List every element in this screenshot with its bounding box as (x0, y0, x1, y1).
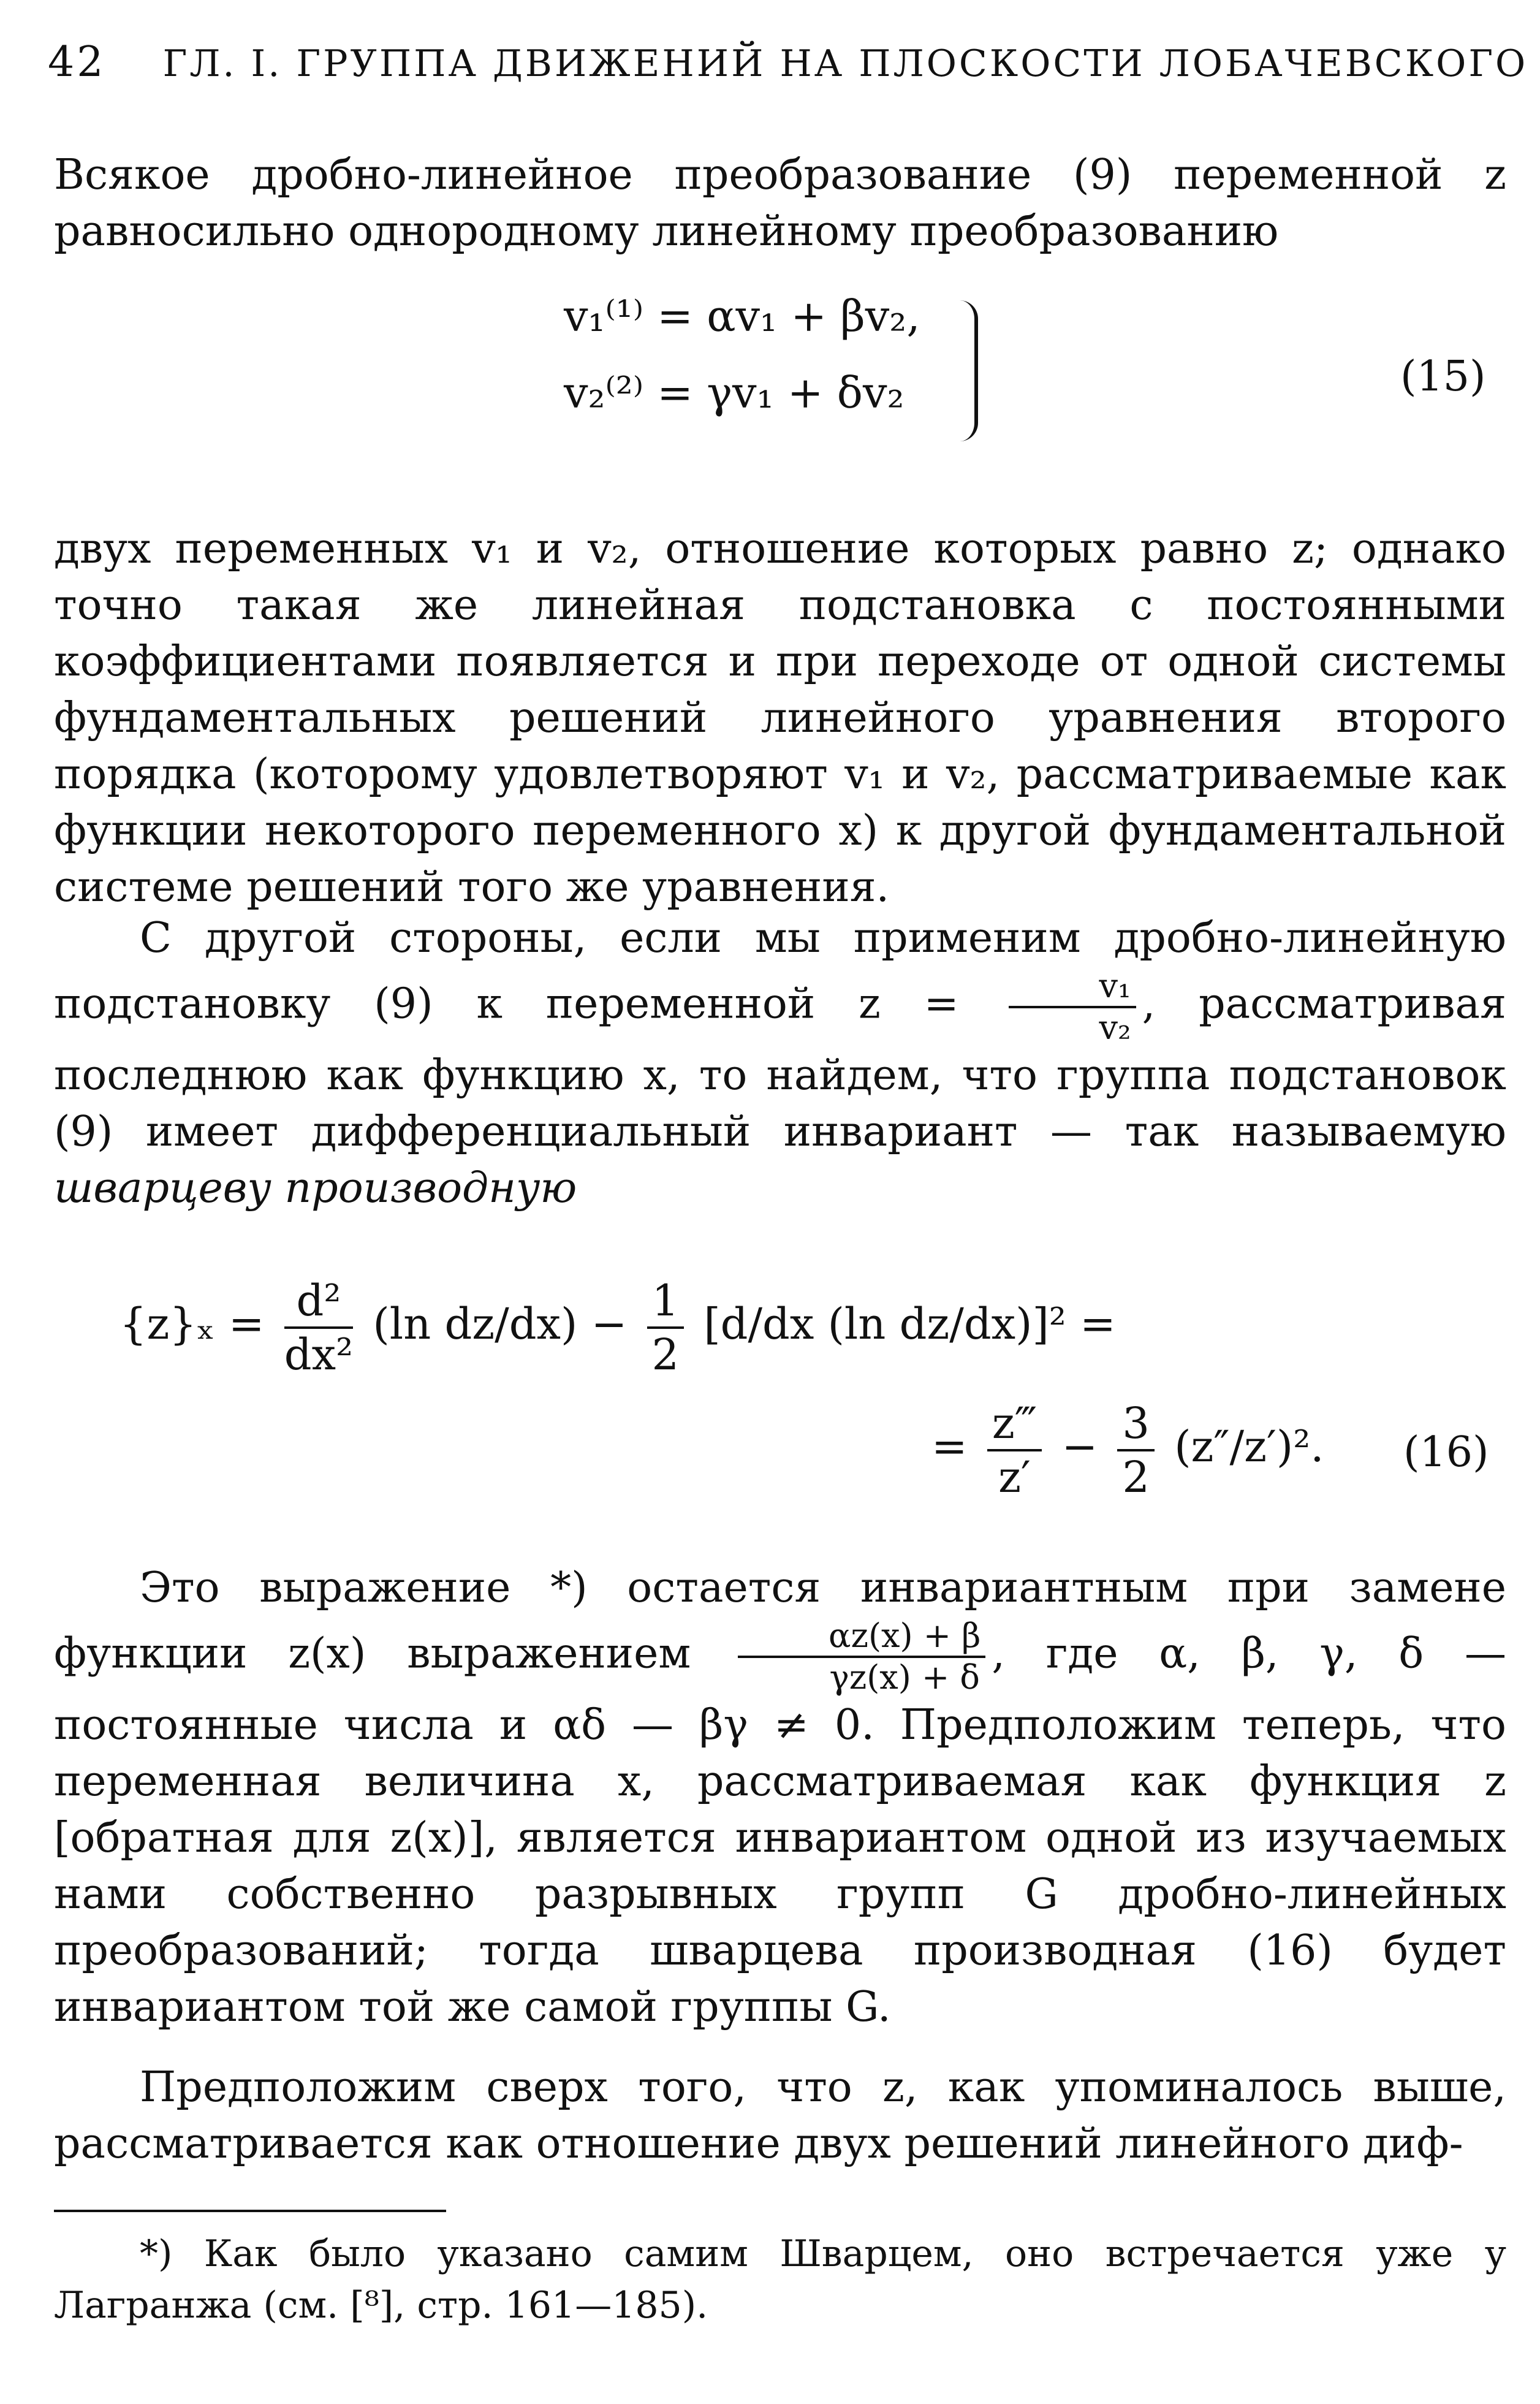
footnote (54, 2228, 1506, 2331)
paragraph-3 (54, 910, 1506, 1217)
footnote-rule (54, 2210, 446, 2212)
paragraph-2 (54, 521, 1506, 916)
paragraph-4-text (54, 1560, 1506, 2036)
eq16-lhs: {z}ₓ = (119, 1299, 265, 1349)
mobius-denominator: γz(x) + δ (829, 1658, 980, 1697)
eq16-d2: d² (284, 1275, 353, 1329)
paragraph-5-text: Предположим сверх того, что z, как упоминалось выше, рассматривается как отношение двух решений линейного диф- (54, 2063, 1506, 2168)
eq16-z-prime: z′ (998, 1452, 1031, 1502)
paragraph-5 (54, 2060, 1506, 2172)
running-title: ГЛ. I. ГРУППА ДВИЖЕНИЙ НА ПЛОСКОСТИ ЛОБАЧЕВСКОГО (162, 42, 1528, 85)
paragraph-3-text (54, 910, 1506, 1217)
page-number: 42 (48, 38, 106, 86)
equation-16-number: (16) (1403, 1428, 1489, 1477)
paragraph-4 (54, 1560, 1506, 2036)
eq16-z3-over-z1 (987, 1398, 1042, 1503)
paragraph-1 (54, 147, 1506, 260)
eq16-minus: − (591, 1299, 628, 1349)
equation-15-brace (956, 300, 978, 441)
eq16-second-derivative (284, 1275, 353, 1380)
eq16-rhs-eq: = (931, 1421, 968, 1472)
eq16-two: 2 (1122, 1452, 1150, 1502)
mobius-numerator: αz(x) + β (738, 1616, 985, 1658)
running-header (48, 38, 1528, 88)
equation-16-line-2 (931, 1398, 1324, 1503)
eq16-half-den: 2 (651, 1329, 680, 1380)
eq16-rhs-minus: − (1061, 1421, 1098, 1472)
equation-15-number: (15) (1400, 352, 1486, 401)
equation-16-line-1 (119, 1275, 1116, 1380)
paragraph-3-start: С другой стороны, если мы применим дробно-линейную подстановку (9) к переменной z = (54, 914, 1506, 1029)
paragraph-1-text: Всякое дробно-линейное преобразование (9) переменной z равносильно однородному линейному преобразованию (54, 151, 1506, 256)
paragraph-4-rest: , где α, β, γ, δ — постоянные числа и αδ — βγ ≠ 0. Предположим теперь, что переменная величина x, рассматриваемая как функция z [обратная для z(x)], является инвариантом одной из изучаемых нами собственно разрывных групп G дробно-линейных преобразований; тогда шварцева производная (16) будет инвариантом той же самой группы G. (54, 1629, 1506, 2031)
eq16-squared-ratio: (z″/z′)². (1174, 1421, 1324, 1472)
eq16-log-term: (ln dz/dx) (373, 1299, 578, 1349)
eq16-bracket-term: [d/dx (ln dz/dx)]² = (704, 1299, 1116, 1349)
eq16-z-triple-prime: z‴ (987, 1398, 1042, 1451)
fraction-mobius (738, 1616, 985, 1697)
paragraph-3-middle: , рассматривая последнюю как функцию x, то найдем, что группа подстановок (9) имеет дифференциальный инвариант — так называемую (54, 979, 1506, 1156)
schwarzian-term: шварцеву производную (54, 1164, 577, 1212)
eq16-dx2: dx² (284, 1329, 354, 1380)
equation-15-line-1: v₁⁽¹⁾ = αv₁ + βv₂, (564, 291, 920, 341)
paragraph-2-text: двух переменных v₁ и v₂, отношение которых равно z; однако точно такая же линейная подстановка с постоянными коэффициентами появляется и при переходе от одной системы фундаментальных решений линейного уравнения второго порядка (которому удовлетворяют v₁ и v₂, рассматриваемые как функции некоторого переменного x) к другой фундаментальной системе решений того же уравнения. (54, 525, 1506, 911)
equation-15-line-2: v₂⁽²⁾ = γv₁ + δv₂ (564, 368, 905, 418)
paragraph-4-start: Это выражение *) остается инвариантным при замене функции z(x) выражением (54, 1564, 1506, 1678)
eq16-three-halves (1117, 1398, 1155, 1503)
footnote-text: *) Как было указано самим Шварцем, оно встречается уже у Лагранжа (см. [⁸], стр. 161—185). (54, 2232, 1506, 2327)
fraction-denominator: v₂ (1099, 1008, 1131, 1047)
eq16-half-num: 1 (647, 1275, 685, 1329)
fraction-v1-over-v2 (1009, 967, 1136, 1048)
eq16-three: 3 (1117, 1398, 1155, 1451)
eq16-one-half (647, 1275, 685, 1380)
fraction-numerator: v₁ (1009, 967, 1136, 1008)
